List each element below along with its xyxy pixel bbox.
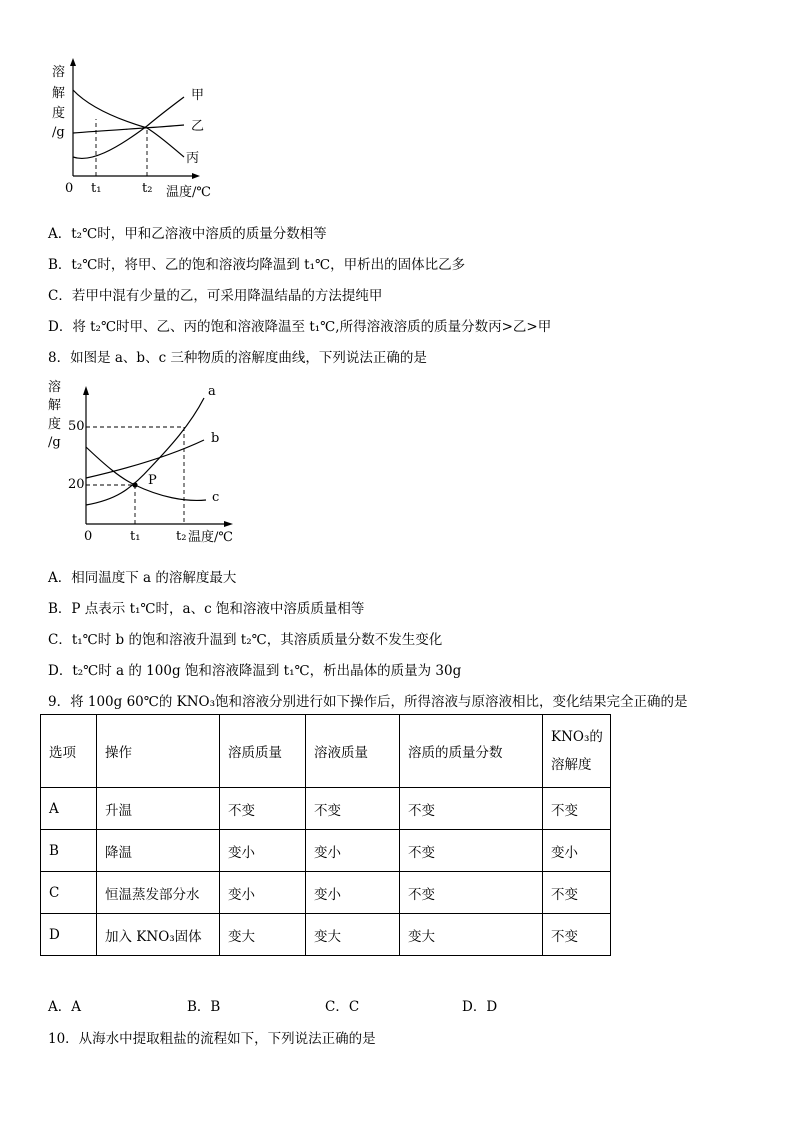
chart2-ylabel-4: /g <box>48 435 61 450</box>
chart1-ylabel-3: 度 <box>52 106 66 121</box>
cell: 不变 <box>400 830 543 872</box>
chart1-ylabel-1: 溶 <box>52 65 66 80</box>
chart2-xtick-t2: t₂ <box>176 529 187 544</box>
chart1-xlabel: 温度/℃ <box>166 185 211 200</box>
header-solution-mass: 溶液质量 <box>306 715 400 788</box>
q10-stem: 10．从海水中提取粗盐的流程如下，下列说法正确的是 <box>48 1031 376 1047</box>
chart1-series-jia: 甲 <box>191 88 205 103</box>
header-solute-mass: 溶质质量 <box>220 715 306 788</box>
chart1-ylabel-4: /g <box>52 125 65 140</box>
chart2-x-arrow <box>224 521 233 527</box>
chart2-point-p <box>132 482 137 487</box>
table-row <box>41 872 611 914</box>
cell: C <box>41 872 97 914</box>
cell: 降温 <box>97 830 220 872</box>
chart2-curve-b <box>86 440 204 478</box>
chart1-series-yi: 乙 <box>191 119 205 134</box>
chart2-ylabel-2: 解 <box>48 398 62 413</box>
chart2-ylabel-3: 度 <box>48 417 62 432</box>
q7-option-d: D．将 t₂℃时甲、乙、丙的饱和溶液降温至 t₁℃,所得溶液溶质的质量分数丙>乙>甲 <box>48 319 552 335</box>
cell: 变大 <box>220 914 306 956</box>
header-solubility-line1: KNO₃的 <box>551 729 603 745</box>
q8-option-d: D．t₂℃时 a 的 100g 饱和溶液降温到 t₁℃，析出晶体的质量为 30g <box>48 663 462 679</box>
table-header-row <box>41 715 611 788</box>
q8-stem: 8．如图是 a、b、c 三种物质的溶解度曲线，下列说法正确的是 <box>48 350 427 366</box>
cell: 恒温蒸发部分水 <box>97 872 220 914</box>
q7-option-c: C．若甲中混有少量的乙，可采用降温结晶的方法提纯甲 <box>48 288 383 304</box>
q7-option-a: A．t₂℃时，甲和乙溶液中溶质的质量分数相等 <box>48 226 327 242</box>
cell: 不变 <box>400 788 543 830</box>
q7-option-b: B．t₂℃时，将甲、乙的饱和溶液均降温到 t₁℃，甲析出的固体比乙多 <box>48 257 466 273</box>
table-row <box>41 830 611 872</box>
cell: 变大 <box>306 914 400 956</box>
cell: 变大 <box>400 914 543 956</box>
header-mass-fraction: 溶质的质量分数 <box>400 715 543 788</box>
chart2-ytick-20: 20 <box>68 477 85 492</box>
chart2-series-c: c <box>212 490 220 505</box>
chart1-series-bing: 丙 <box>186 151 200 166</box>
chart2-xtick-t1: t₁ <box>130 529 141 544</box>
cell: 变小 <box>220 872 306 914</box>
chart2-origin: 0 <box>84 529 93 544</box>
cell: 不变 <box>220 788 306 830</box>
cell: D <box>41 914 97 956</box>
cell: 变小 <box>220 830 306 872</box>
cell: 不变 <box>543 872 611 914</box>
cell: 不变 <box>543 914 611 956</box>
q9-option-b: B．B <box>187 999 221 1015</box>
header-operation: 操作 <box>97 715 220 788</box>
cell: A <box>41 788 97 830</box>
cell: 变小 <box>306 872 400 914</box>
table-row <box>41 788 611 830</box>
chart2-ylabel-1: 溶 <box>48 380 62 395</box>
chart2-series-a: a <box>208 384 216 399</box>
chart2-y-arrow <box>83 386 89 395</box>
chart2-plot <box>0 0 793 560</box>
chart1-origin: 0 <box>65 181 74 196</box>
header-solubility-line2: 溶解度 <box>551 757 592 773</box>
cell: 变小 <box>543 830 611 872</box>
chart1-xtick-t2: t₂ <box>142 181 153 196</box>
q9-option-a: A．A <box>48 999 81 1015</box>
q8-option-a: A．相同温度下 a 的溶解度最大 <box>48 570 237 586</box>
chart2-ytick-50: 50 <box>68 419 85 434</box>
cell: 加入 KNO₃固体 <box>97 914 220 956</box>
q8-option-b: B．P 点表示 t₁℃时，a、c 饱和溶液中溶质质量相等 <box>48 601 365 617</box>
header-option: 选项 <box>41 715 97 788</box>
q9-stem: 9．将 100g 60℃的 KNO₃饱和溶液分别进行如下操作后，所得溶液与原溶液相比，变化结果完全正确的是 <box>48 694 688 710</box>
chart2-xlabel: 温度/℃ <box>188 530 233 545</box>
chart2-point-label: P <box>148 473 157 488</box>
chart1-ylabel-2: 解 <box>52 86 66 101</box>
kno3-table <box>40 714 611 956</box>
cell: 升温 <box>97 788 220 830</box>
chart2-series-b: b <box>211 431 220 446</box>
table-row <box>41 914 611 956</box>
cell: 变小 <box>306 830 400 872</box>
cell: 不变 <box>306 788 400 830</box>
cell: B <box>41 830 97 872</box>
q9-option-c: C．C <box>325 999 360 1015</box>
q8-option-c: C．t₁℃时 b 的饱和溶液升温到 t₂℃，其溶质质量分数不发生变化 <box>48 632 443 648</box>
cell: 不变 <box>543 788 611 830</box>
header-solubility <box>543 715 611 788</box>
cell: 不变 <box>400 872 543 914</box>
q9-option-d: D．D <box>462 999 498 1015</box>
chart1-xtick-t1: t₁ <box>91 181 102 196</box>
